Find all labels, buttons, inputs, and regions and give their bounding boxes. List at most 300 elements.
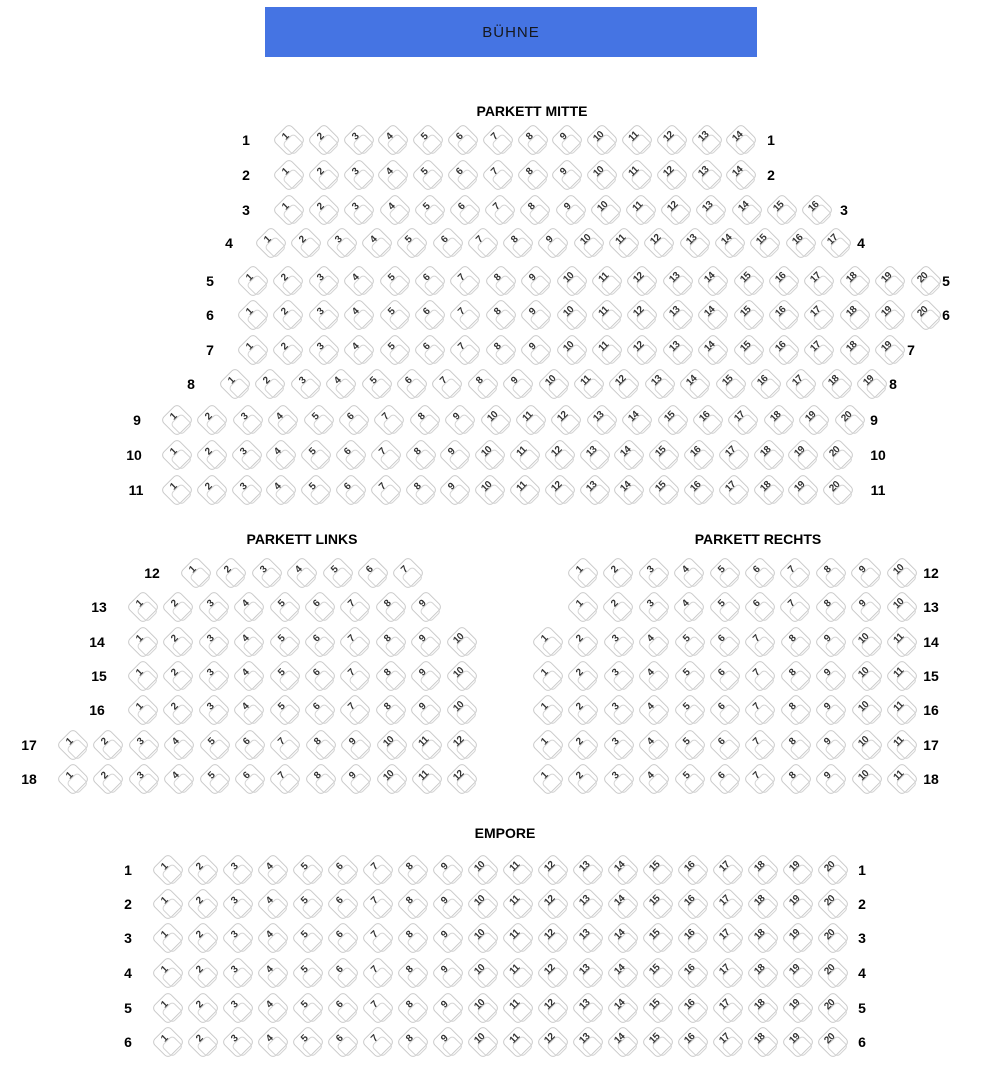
seat[interactable] [550,158,584,192]
seat[interactable] [637,762,671,796]
seat[interactable] [746,956,780,990]
seat[interactable] [655,123,689,157]
seat[interactable] [620,403,654,437]
seat[interactable] [448,298,482,332]
seat[interactable] [126,625,160,659]
seat[interactable] [445,659,479,693]
seat[interactable] [413,298,447,332]
seat[interactable] [484,264,518,298]
seat[interactable] [484,298,518,332]
seat[interactable] [711,921,745,955]
seat[interactable] [375,728,409,762]
seat[interactable] [732,333,766,367]
seat[interactable] [724,123,758,157]
seat[interactable] [571,853,605,887]
seat[interactable] [514,403,548,437]
seat[interactable] [641,921,675,955]
seat[interactable] [696,333,730,367]
seat[interactable] [850,762,884,796]
seat[interactable] [151,991,185,1025]
seat[interactable] [519,264,553,298]
seat[interactable] [236,298,270,332]
seat[interactable] [438,473,472,507]
seat[interactable] [484,333,518,367]
seat[interactable] [360,226,394,260]
seat[interactable] [268,762,302,796]
seat[interactable] [749,367,783,401]
seat[interactable] [743,590,777,624]
seat[interactable] [413,193,447,227]
seat[interactable] [179,556,213,590]
seat[interactable] [369,473,403,507]
seat[interactable] [620,123,654,157]
seat[interactable] [855,367,889,401]
seat[interactable] [849,590,883,624]
seat[interactable] [126,693,160,727]
seat[interactable] [291,887,325,921]
seat[interactable] [342,264,376,298]
seat[interactable] [483,193,517,227]
seat[interactable] [708,762,742,796]
seat[interactable] [566,762,600,796]
seat[interactable] [445,693,479,727]
seat[interactable] [303,590,337,624]
seat[interactable] [221,991,255,1025]
seat[interactable] [376,123,410,157]
seat[interactable] [690,123,724,157]
seat[interactable] [781,921,815,955]
seat[interactable] [555,264,589,298]
seat[interactable] [519,298,553,332]
seat[interactable] [466,853,500,887]
seat[interactable] [289,226,323,260]
seat[interactable] [555,298,589,332]
seat[interactable] [606,1025,640,1059]
seat[interactable] [821,438,855,472]
seat[interactable] [161,590,195,624]
seat[interactable] [637,659,671,693]
seat[interactable] [361,921,395,955]
seat[interactable] [814,625,848,659]
seat[interactable] [850,625,884,659]
seat[interactable] [516,158,550,192]
seat[interactable] [673,659,707,693]
seat[interactable] [448,193,482,227]
seat[interactable] [661,264,695,298]
seat[interactable] [396,956,430,990]
seat[interactable] [256,853,290,887]
seat[interactable] [410,762,444,796]
seat[interactable] [602,625,636,659]
seat[interactable] [271,264,305,298]
seat[interactable] [833,403,867,437]
seat[interactable] [531,693,565,727]
seat[interactable] [91,762,125,796]
seat[interactable] [466,367,500,401]
seat[interactable] [637,625,671,659]
seat[interactable] [711,887,745,921]
seat[interactable] [786,438,820,472]
seat[interactable] [641,956,675,990]
seat[interactable] [408,403,442,437]
seat[interactable] [326,853,360,887]
seat[interactable] [536,921,570,955]
seat[interactable] [307,298,341,332]
seat[interactable] [256,1025,290,1059]
seat[interactable] [56,728,90,762]
seat[interactable] [186,991,220,1025]
seat[interactable] [601,590,635,624]
seat[interactable] [186,887,220,921]
seat[interactable] [195,403,229,437]
seat[interactable] [338,693,372,727]
seat[interactable] [673,762,707,796]
seat[interactable] [585,158,619,192]
seat[interactable] [536,853,570,887]
seat[interactable] [566,625,600,659]
seat[interactable] [302,403,336,437]
seat[interactable] [708,693,742,727]
seat[interactable] [446,158,480,192]
seat[interactable] [445,762,479,796]
seat[interactable] [708,625,742,659]
seat[interactable] [816,1025,850,1059]
seat[interactable] [643,367,677,401]
seat[interactable] [481,123,515,157]
seat[interactable] [536,991,570,1025]
seat[interactable] [374,659,408,693]
seat[interactable] [271,333,305,367]
seat[interactable] [814,693,848,727]
seat[interactable] [466,226,500,260]
seat[interactable] [338,625,372,659]
seat[interactable] [307,333,341,367]
seat[interactable] [746,1025,780,1059]
seat[interactable] [303,659,337,693]
seat[interactable] [743,762,777,796]
seat[interactable] [291,1025,325,1059]
seat[interactable] [339,728,373,762]
seat[interactable] [198,728,232,762]
seat[interactable] [606,921,640,955]
seat[interactable] [531,728,565,762]
seat[interactable] [696,298,730,332]
seat[interactable] [714,367,748,401]
seat[interactable] [781,1025,815,1059]
seat[interactable] [873,298,907,332]
seat[interactable] [443,403,477,437]
seat[interactable] [606,887,640,921]
seat[interactable] [676,887,710,921]
seat[interactable] [814,556,848,590]
seat[interactable] [232,590,266,624]
seat[interactable] [625,264,659,298]
seat[interactable] [606,991,640,1025]
seat[interactable] [607,367,641,401]
seat[interactable] [659,193,693,227]
seat[interactable] [431,956,465,990]
seat[interactable] [711,1025,745,1059]
seat[interactable] [186,921,220,955]
seat[interactable] [816,887,850,921]
seat[interactable] [162,728,196,762]
seat[interactable] [673,693,707,727]
seat[interactable] [566,556,600,590]
seat[interactable] [602,762,636,796]
seat[interactable] [151,887,185,921]
seat[interactable] [781,887,815,921]
seat[interactable] [572,367,606,401]
seat[interactable] [160,403,194,437]
seat[interactable] [321,556,355,590]
seat[interactable] [885,693,919,727]
seat[interactable] [746,853,780,887]
seat[interactable] [536,1025,570,1059]
seat[interactable] [682,473,716,507]
seat[interactable] [378,264,412,298]
seat[interactable] [501,1025,535,1059]
seat[interactable] [501,921,535,955]
seat[interactable] [850,728,884,762]
seat[interactable] [221,1025,255,1059]
seat[interactable] [571,921,605,955]
seat[interactable] [378,193,412,227]
seat[interactable] [508,438,542,472]
seat[interactable] [289,367,323,401]
seat[interactable] [642,226,676,260]
seat[interactable] [391,556,425,590]
seat[interactable] [885,659,919,693]
seat[interactable] [767,298,801,332]
seat[interactable] [324,367,358,401]
seat[interactable] [711,853,745,887]
seat[interactable] [885,556,919,590]
seat[interactable] [779,659,813,693]
seat[interactable] [395,367,429,401]
seat[interactable] [431,853,465,887]
seat[interactable] [850,693,884,727]
seat[interactable] [197,659,231,693]
seat[interactable] [326,921,360,955]
seat[interactable] [268,659,302,693]
seat[interactable] [253,367,287,401]
seat[interactable] [696,264,730,298]
seat[interactable] [233,762,267,796]
seat[interactable] [673,625,707,659]
seat[interactable] [641,853,675,887]
seat[interactable] [672,556,706,590]
seat[interactable] [612,438,646,472]
seat[interactable] [501,853,535,887]
seat[interactable] [272,123,306,157]
seat[interactable] [820,367,854,401]
seat[interactable] [376,158,410,192]
seat[interactable] [637,556,671,590]
seat[interactable] [396,921,430,955]
seat[interactable] [186,956,220,990]
seat[interactable] [374,693,408,727]
seat[interactable] [161,659,195,693]
seat[interactable] [536,226,570,260]
seat[interactable] [786,473,820,507]
seat[interactable] [578,473,612,507]
seat[interactable] [708,728,742,762]
seat[interactable] [673,728,707,762]
seat[interactable] [473,473,507,507]
seat[interactable] [161,625,195,659]
seat[interactable] [781,853,815,887]
seat[interactable] [303,693,337,727]
seat[interactable] [743,556,777,590]
seat[interactable] [885,728,919,762]
seat[interactable] [779,728,813,762]
seat[interactable] [337,403,371,437]
seat[interactable] [307,264,341,298]
seat[interactable] [214,556,248,590]
seat[interactable] [602,659,636,693]
seat[interactable] [232,659,266,693]
seat[interactable] [410,728,444,762]
seat[interactable] [602,728,636,762]
seat[interactable] [746,991,780,1025]
seat[interactable] [151,853,185,887]
seat[interactable] [885,625,919,659]
seat[interactable] [361,991,395,1025]
seat[interactable] [543,438,577,472]
seat[interactable] [641,991,675,1025]
seat[interactable] [612,473,646,507]
seat[interactable] [338,659,372,693]
seat[interactable] [779,625,813,659]
seat[interactable] [589,193,623,227]
seat[interactable] [342,123,376,157]
seat[interactable] [748,226,782,260]
seat[interactable] [572,226,606,260]
seat[interactable] [816,956,850,990]
seat[interactable] [356,556,390,590]
seat[interactable] [334,438,368,472]
seat[interactable] [431,226,465,260]
seat[interactable] [361,853,395,887]
seat[interactable] [197,693,231,727]
seat[interactable] [637,590,671,624]
seat[interactable] [466,956,500,990]
seat[interactable] [602,693,636,727]
seat[interactable] [374,590,408,624]
seat[interactable] [291,853,325,887]
seat[interactable] [256,991,290,1025]
seat[interactable] [218,367,252,401]
seat[interactable] [291,956,325,990]
seat[interactable] [885,590,919,624]
seat[interactable] [151,956,185,990]
seat[interactable] [446,123,480,157]
seat[interactable] [752,438,786,472]
seat[interactable] [413,333,447,367]
seat[interactable] [606,956,640,990]
seat[interactable] [637,728,671,762]
seat[interactable] [816,991,850,1025]
seat[interactable] [268,590,302,624]
seat[interactable] [554,193,588,227]
seat[interactable] [641,1025,675,1059]
seat[interactable] [307,123,341,157]
seat[interactable] [585,123,619,157]
seat[interactable] [781,956,815,990]
seat[interactable] [531,659,565,693]
seat[interactable] [307,193,341,227]
seat[interactable] [802,298,836,332]
seat[interactable] [508,473,542,507]
seat[interactable] [126,590,160,624]
seat[interactable] [549,403,583,437]
seat[interactable] [746,887,780,921]
seat[interactable] [186,853,220,887]
seat[interactable] [195,438,229,472]
seat[interactable] [151,921,185,955]
seat[interactable] [254,226,288,260]
seat[interactable] [778,556,812,590]
seat[interactable] [571,887,605,921]
seat[interactable] [746,921,780,955]
seat[interactable] [708,590,742,624]
seat[interactable] [162,762,196,796]
seat[interactable] [531,625,565,659]
seat[interactable] [268,728,302,762]
seat[interactable] [445,625,479,659]
seat[interactable] [814,659,848,693]
seat[interactable] [726,403,760,437]
seat[interactable] [779,762,813,796]
seat[interactable] [781,991,815,1025]
seat[interactable] [743,693,777,727]
seat[interactable] [779,693,813,727]
seat[interactable] [91,728,125,762]
seat[interactable] [682,438,716,472]
seat[interactable] [590,264,624,298]
seat[interactable] [690,158,724,192]
seat[interactable] [291,991,325,1025]
seat[interactable] [326,1025,360,1059]
seat[interactable] [160,473,194,507]
seat[interactable] [466,887,500,921]
seat[interactable] [849,556,883,590]
seat[interactable] [160,438,194,472]
seat[interactable] [378,298,412,332]
seat[interactable] [730,193,764,227]
seat[interactable] [326,991,360,1025]
seat[interactable] [221,853,255,887]
seat[interactable] [590,298,624,332]
seat[interactable] [816,853,850,887]
seat[interactable] [256,887,290,921]
seat[interactable] [802,333,836,367]
seat[interactable] [479,403,513,437]
seat[interactable] [691,403,725,437]
seat[interactable] [445,728,479,762]
seat[interactable] [268,693,302,727]
seat[interactable] [230,473,264,507]
seat[interactable] [571,956,605,990]
seat[interactable] [814,762,848,796]
seat[interactable] [767,333,801,367]
seat[interactable] [431,1025,465,1059]
seat[interactable] [711,956,745,990]
seat[interactable] [307,158,341,192]
seat[interactable] [838,333,872,367]
seat[interactable] [784,367,818,401]
seat[interactable] [342,333,376,367]
